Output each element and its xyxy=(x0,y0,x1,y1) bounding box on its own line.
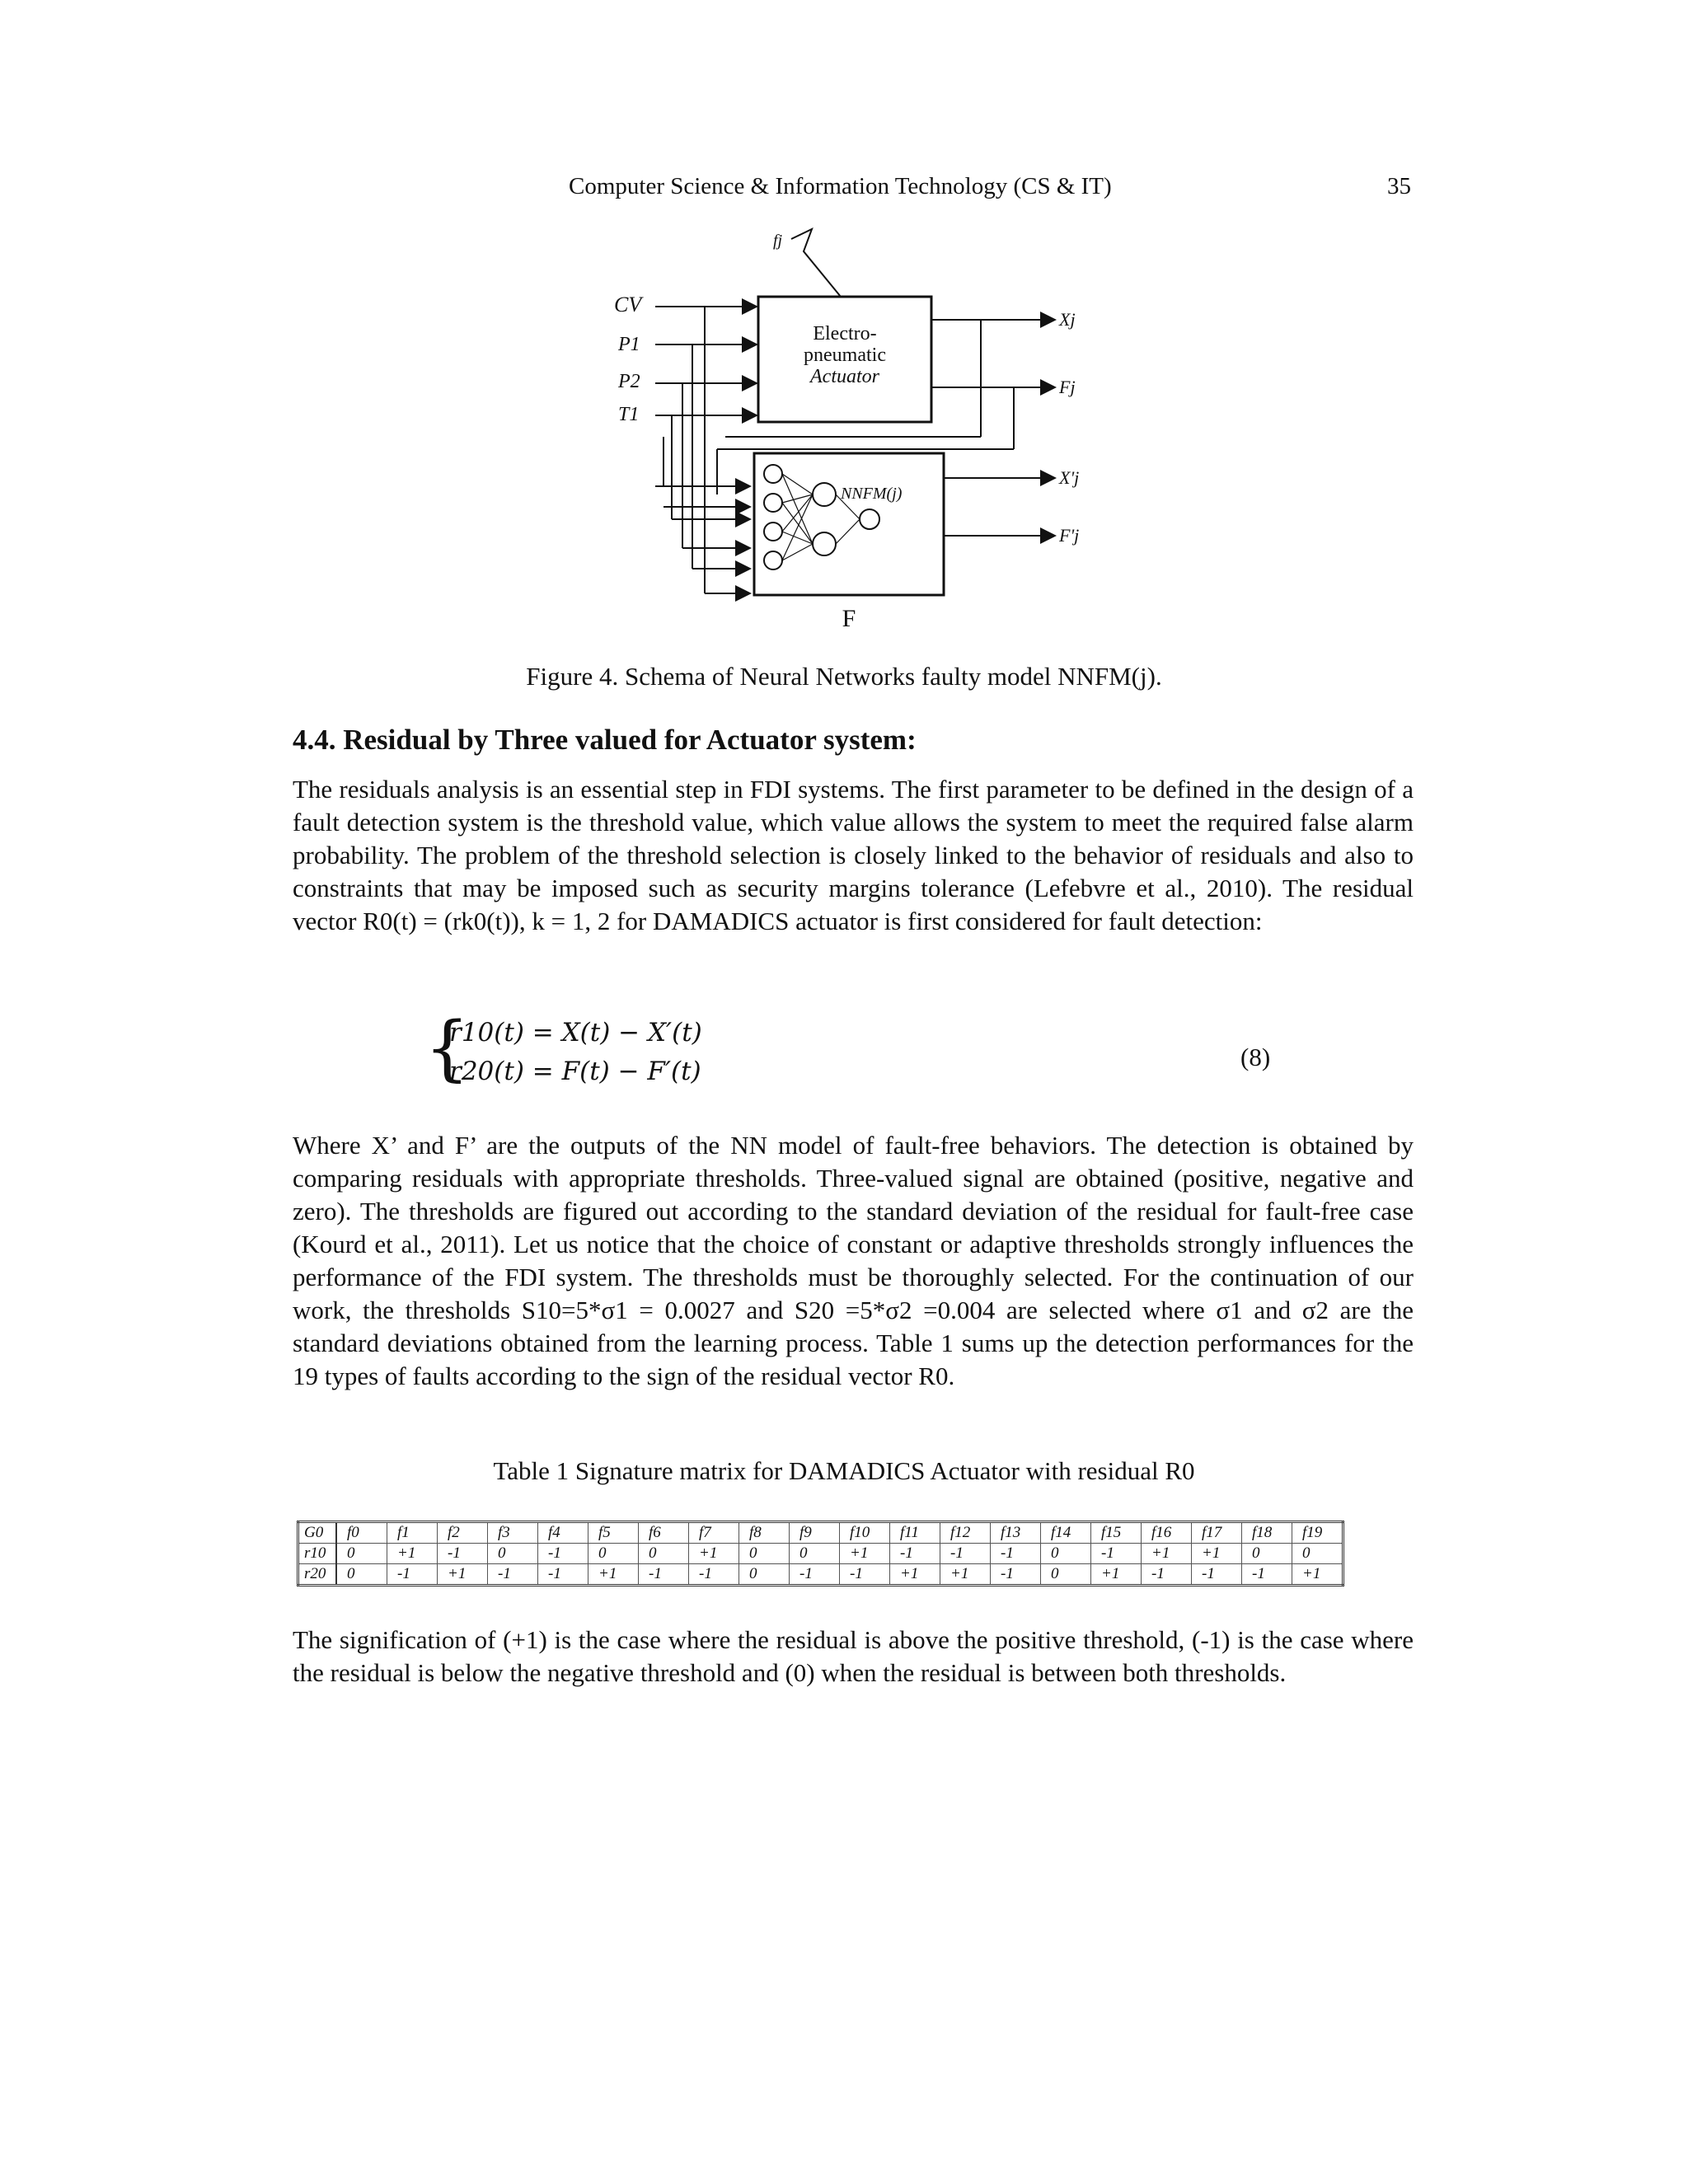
table-cell: f0 xyxy=(336,1522,387,1544)
table-cell: 0 xyxy=(588,1544,639,1564)
output-xprime: X'j xyxy=(1059,467,1080,488)
table-cell: f4 xyxy=(538,1522,588,1544)
table-cell: f11 xyxy=(890,1522,940,1544)
table-cell: f7 xyxy=(689,1522,739,1544)
table-cell: -1 xyxy=(438,1544,488,1564)
figure-4-schema xyxy=(593,223,1121,635)
table-cell: f18 xyxy=(1242,1522,1292,1544)
table-cell: -1 xyxy=(940,1544,991,1564)
input-p2: P2 xyxy=(618,371,640,392)
table-cell: f1 xyxy=(387,1522,438,1544)
table-cell: -1 xyxy=(488,1564,538,1586)
table-cell: f2 xyxy=(438,1522,488,1544)
table-cell: f12 xyxy=(940,1522,991,1544)
table-cell: 0 xyxy=(790,1544,840,1564)
table-cell: r10 xyxy=(298,1544,337,1564)
table-cell: +1 xyxy=(588,1564,639,1586)
table-cell: f13 xyxy=(991,1522,1041,1544)
table-cell: f15 xyxy=(1091,1522,1142,1544)
output-fprime: F'j xyxy=(1059,525,1080,546)
equation-line-1: r10(t) = X(t) − X′(t) xyxy=(449,1018,702,1047)
table-cell: -1 xyxy=(387,1564,438,1586)
table-cell: f6 xyxy=(639,1522,689,1544)
journal-title: Computer Science & Information Technology (CS & IT) xyxy=(569,173,1112,199)
fault-arrow-icon xyxy=(791,229,841,297)
section-heading: 4.4. Residual by Three valued for Actuator system: xyxy=(293,724,917,756)
table-cell: 0 xyxy=(1292,1544,1343,1564)
table-cell: f17 xyxy=(1192,1522,1242,1544)
table-caption: Table 1 Signature matrix for DAMADICS Actuator with residual R0 xyxy=(493,1456,1195,1485)
output-f: Fj xyxy=(1059,377,1076,397)
table-cell: +1 xyxy=(840,1544,890,1564)
nnfm-diagram xyxy=(593,223,1121,635)
table-cell: -1 xyxy=(1192,1564,1242,1586)
input-p1: P1 xyxy=(618,334,640,355)
table-cell: +1 xyxy=(438,1564,488,1586)
table-cell: 0 xyxy=(739,1564,790,1586)
table-cell: r20 xyxy=(298,1564,337,1586)
actuator-label-2: pneumatic xyxy=(804,344,886,366)
table-cell: 0 xyxy=(639,1544,689,1564)
fault-label: fj xyxy=(773,232,783,250)
table-cell: -1 xyxy=(991,1564,1041,1586)
table-header-row xyxy=(298,1522,1343,1544)
brace-glyph: { xyxy=(424,1007,470,1090)
nn-label: NNFM(j) xyxy=(841,485,903,503)
table-cell: -1 xyxy=(1091,1544,1142,1564)
table-row xyxy=(298,1544,1343,1564)
signature-matrix-table xyxy=(297,1521,1344,1586)
table-cell: +1 xyxy=(1142,1544,1192,1564)
table-cell: +1 xyxy=(387,1544,438,1564)
table-cell: 0 xyxy=(1242,1544,1292,1564)
table-cell: -1 xyxy=(890,1544,940,1564)
table-cell: +1 xyxy=(1292,1564,1343,1586)
table-cell: -1 xyxy=(538,1564,588,1586)
table-cell: f19 xyxy=(1292,1522,1343,1544)
table-cell: f5 xyxy=(588,1522,639,1544)
table-cell: -1 xyxy=(689,1564,739,1586)
table-cell: +1 xyxy=(689,1544,739,1564)
table-cell: 0 xyxy=(1041,1544,1091,1564)
block-f-label: F xyxy=(842,605,856,632)
table-cell: f8 xyxy=(739,1522,790,1544)
table-row xyxy=(298,1564,1343,1586)
table-cell: 0 xyxy=(488,1544,538,1564)
table-cell: G0 xyxy=(298,1522,337,1544)
actuator-label-3: Actuator xyxy=(810,366,879,387)
table-cell: f9 xyxy=(790,1522,840,1544)
input-t1: T1 xyxy=(618,404,640,425)
paragraph-3: The signification of (+1) is the case where the residual is above the positive threshold, (-1) is the case where the residual is below the negative threshold and (0) when the residual is between both thresholds. xyxy=(293,1625,1414,1687)
table-cell: f14 xyxy=(1041,1522,1091,1544)
table-cell: f10 xyxy=(840,1522,890,1544)
page-number: 35 xyxy=(1387,173,1411,199)
table-cell: 0 xyxy=(336,1564,387,1586)
table-cell: -1 xyxy=(639,1564,689,1586)
table-cell: 0 xyxy=(336,1544,387,1564)
figure-caption: Figure 4. Schema of Neural Networks faulty model NNFM(j). xyxy=(526,662,1162,691)
table-cell: -1 xyxy=(840,1564,890,1586)
table-cell: -1 xyxy=(538,1544,588,1564)
paragraph-2: Where X’ and F’ are the outputs of the NN model of fault-free behaviors. The detection is obtained by comparing residuals with appropriate thresholds. Three-valued signal are obtained (positive, negative and zero). The thresholds are figured out according to the standard deviation of the residual for fault-free case (Kourd et al., 2011). Let us notice that the choice of constant or adaptive thresholds strongly influences the performance of the FDI system. The thresholds must be thoroughly selected. For the continuation of our work, the thresholds S10=5*σ1 = 0.0027 and S20 =5*σ2 =0.004 are selected where σ1 and σ2 are the standard deviations obtained from the learning process. Table 1 sums up the detection performances for the 19 types of faults according to the sign of the residual vector R0. xyxy=(293,1131,1414,1390)
table-cell: -1 xyxy=(1242,1564,1292,1586)
table-cell: -1 xyxy=(790,1564,840,1586)
table-cell: +1 xyxy=(1192,1544,1242,1564)
output-x: Xj xyxy=(1059,309,1076,330)
table-cell: -1 xyxy=(1142,1564,1192,1586)
paragraph-1: The residuals analysis is an essential step in FDI systems. The first parameter to be defined in the design of a fault detection system is the threshold value, which value allows the system to meet the required false alarm probability. The problem of the threshold selection is closely linked to the behavior of residuals and also to constraints that may be imposed such as security margins tolerance (Lefebvre et al., 2010). The residual vector R0(t) = (rk0(t)), k = 1, 2 for DAMADICS actuator is first considered for fault detection: xyxy=(293,775,1414,935)
table-cell: +1 xyxy=(890,1564,940,1586)
actuator-label-1: Electro- xyxy=(813,323,877,344)
table-cell: +1 xyxy=(1091,1564,1142,1586)
table-cell: -1 xyxy=(991,1544,1041,1564)
table-cell: f3 xyxy=(488,1522,538,1544)
table-cell: 0 xyxy=(739,1544,790,1564)
equation-number: (8) xyxy=(1240,1043,1271,1071)
equation-line-2: r20(t) = F(t) − F′(t) xyxy=(449,1057,701,1086)
table-cell: 0 xyxy=(1041,1564,1091,1586)
input-cv: CV xyxy=(614,293,642,316)
table-cell: f16 xyxy=(1142,1522,1192,1544)
table-cell: +1 xyxy=(940,1564,991,1586)
